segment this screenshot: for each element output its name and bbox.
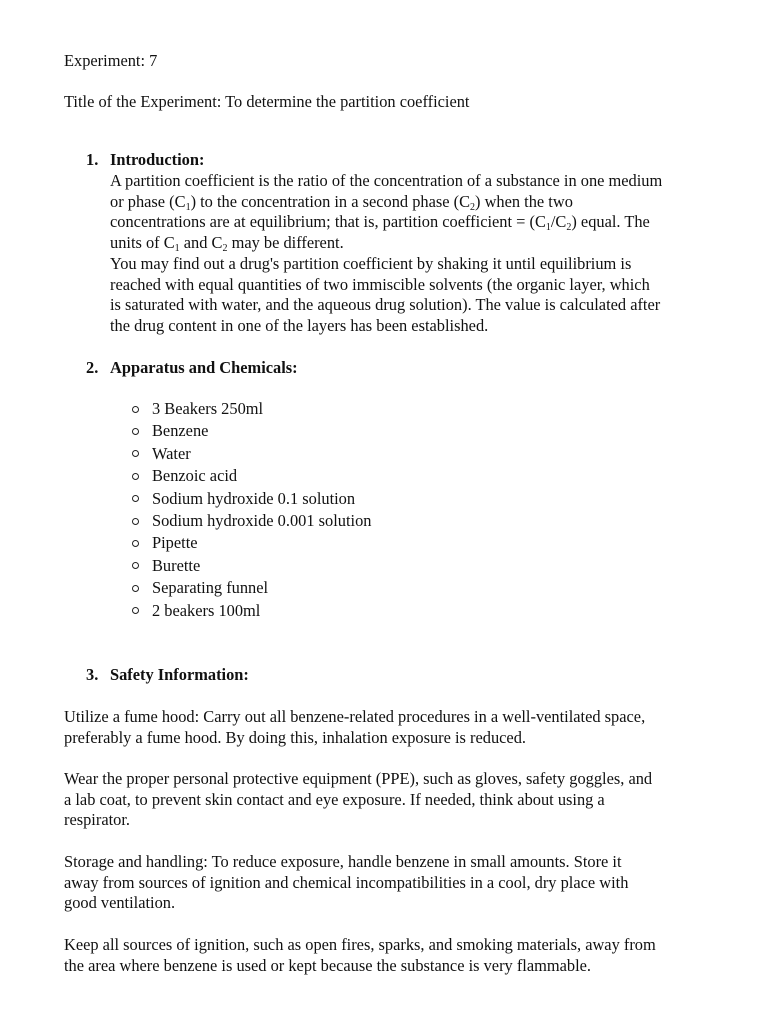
experiment-label: Experiment: 7	[64, 51, 158, 70]
list-item: Pipette	[132, 532, 371, 554]
list-item: Water	[132, 443, 371, 465]
experiment-title: Title of the Experiment: To determine the partition coefficient	[64, 92, 470, 111]
text-line: a lab coat, to prevent skin contact and eye exposure. If needed, think about using a	[64, 789, 605, 809]
apparatus-heading	[86, 358, 298, 379]
text-line: the drug content in one of the layers has been established.	[110, 315, 489, 335]
list-item: Separating funnel	[132, 577, 371, 599]
text-line: is saturated with water, and the aqueous drug solution). The value is calculated after	[110, 295, 661, 315]
text-line: You may find out a drug's partition coefficient by shaking it until equilibrium is	[110, 254, 632, 273]
safety-paragraph-ppe	[64, 769, 714, 831]
text-line: the area where benzene is used or kept because the substance is very flammable.	[64, 955, 592, 975]
circle-bullet-icon	[132, 518, 139, 525]
list-item: Benzoic acid	[132, 465, 371, 487]
list-item: 2 beakers 100ml	[132, 600, 371, 622]
section-number: 1.	[86, 150, 99, 169]
text-line: units of $C_1$ and $C_2$ may be different.	[110, 232, 344, 254]
section-title: Safety Information:	[110, 665, 249, 684]
safety-paragraph-storage	[64, 852, 714, 914]
text-line: preferably a fume hood. By doing this, inhalation exposure is reduced.	[64, 727, 527, 747]
safety-paragraph-fume-hood	[64, 707, 714, 748]
section-title: Apparatus and Chemicals:	[110, 358, 298, 377]
circle-bullet-icon	[132, 428, 139, 435]
list-item: Sodium hydroxide 0.001 solution	[132, 510, 371, 532]
circle-bullet-icon	[132, 450, 139, 457]
apparatus-list	[132, 398, 371, 622]
introduction-heading	[86, 150, 204, 171]
text-line: Utilize a fume hood: Carry out all benzene-related procedures in a well-ventilated space,	[64, 707, 646, 726]
circle-bullet-icon	[132, 406, 139, 413]
text-line: Storage and handling: To reduce exposure, handle benzene in small amounts. Store it	[64, 852, 622, 871]
section-title: Introduction:	[110, 150, 205, 169]
text-line: concentrations are at equilibrium; that is, partition coefficient = $(C_1/C_2)$ equal. The	[110, 212, 650, 234]
text-line: A partition coefficient is the ratio of the concentration of a substance in one medium	[110, 171, 663, 190]
text-line: good ventilation.	[64, 893, 176, 913]
list-item: Burette	[132, 555, 371, 577]
introduction-paragraph-1	[110, 171, 730, 253]
text-line: Wear the proper personal protective equipment (PPE), such as gloves, safety goggles, and	[64, 769, 653, 788]
list-item: Benzene	[132, 420, 371, 442]
text-line: or phase $(C_1)$ to the concentration in a second phase $(C_2)$ when the two	[110, 191, 573, 213]
text-line: respirator.	[64, 810, 130, 830]
list-item: Sodium hydroxide 0.1 solution	[132, 488, 371, 510]
circle-bullet-icon	[132, 607, 139, 614]
section-number: 2.	[86, 358, 99, 377]
text-line: reached with equal quantities of two immiscible solvents (the organic layer, which	[110, 274, 650, 294]
circle-bullet-icon	[132, 473, 139, 480]
circle-bullet-icon	[132, 585, 139, 592]
text-line: away from sources of ignition and chemical incompatibilities in a cool, dry place with	[64, 872, 629, 892]
introduction-paragraph-2	[110, 254, 730, 336]
circle-bullet-icon	[132, 562, 139, 569]
list-item: 3 Beakers 250ml	[132, 398, 371, 420]
circle-bullet-icon	[132, 495, 139, 502]
section-number: 3.	[86, 665, 99, 684]
text-line: Keep all sources of ignition, such as open fires, sparks, and smoking materials, away from	[64, 935, 656, 954]
safety-heading	[86, 665, 249, 686]
safety-paragraph-ignition	[64, 935, 714, 976]
circle-bullet-icon	[132, 540, 139, 547]
